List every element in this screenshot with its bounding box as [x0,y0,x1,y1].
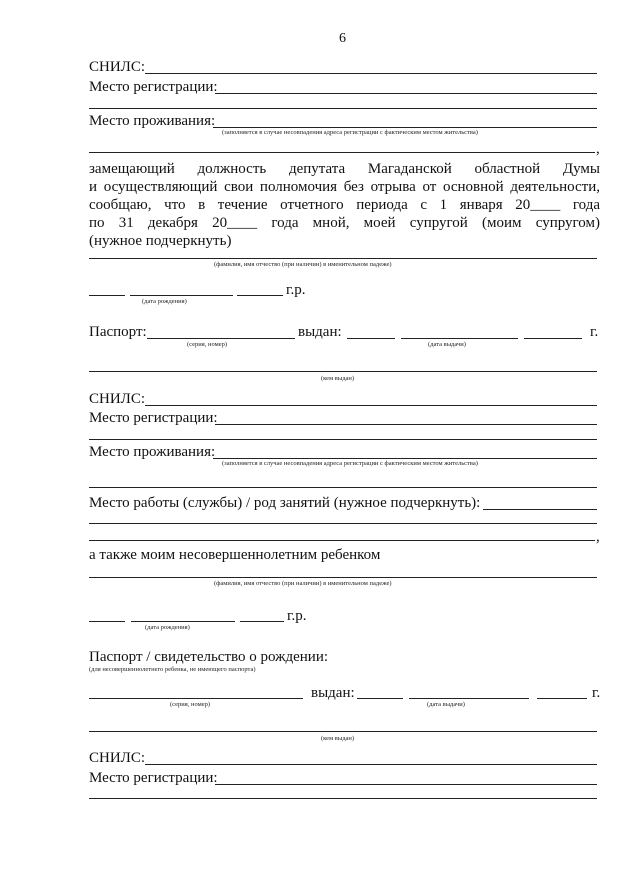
spouse-name-field[interactable] [89,258,597,259]
spouse-snils-label: СНИЛС: [89,391,146,407]
child-name-field[interactable] [89,577,597,578]
child-snils-field[interactable] [145,764,597,765]
spouse-issuer-hint: (кем выдан) [321,375,355,382]
page-number: 6 [339,31,346,46]
spouse-issue-day[interactable] [347,338,395,339]
child-registration-field-2[interactable] [89,798,597,799]
spouse-residence-field[interactable] [213,458,597,459]
work-field-3[interactable] [89,540,595,541]
spouse-passport-number[interactable] [147,338,295,339]
child-doc-number[interactable] [89,698,303,699]
child-issue-date-hint: (дата выдачи) [427,701,465,708]
spouse-year-suffix: г.р. [286,282,306,298]
residence-hint: (заполняется в случае несовпадения адреса регистрации с фактическим местом жительства) [222,129,478,136]
spouse-registration-field[interactable] [215,424,597,425]
residence-label: Место проживания: [89,113,216,129]
child-g-label: г. [592,685,601,701]
paragraph-line-2: и осуществляющий свои полномочия без отрыва от основной деятельности, [89,179,600,195]
child-issue-year[interactable] [537,698,587,699]
spouse-issuer-field[interactable] [89,371,597,372]
child-dob-hint: (дата рождения) [145,624,190,631]
paragraph-line-5: (нужное подчеркнуть) [89,233,232,249]
spouse-residence-label: Место проживания: [89,444,216,460]
spouse-issue-month[interactable] [401,338,518,339]
child-issuer-hint: (кем выдан) [321,735,355,742]
residence-field-2[interactable] [89,152,595,153]
residence-field[interactable] [213,127,597,128]
snils-field[interactable] [145,73,597,74]
child-doc-label: Паспорт / свидетельство о рождении: [89,649,329,665]
child-dob-day[interactable] [89,621,125,622]
spouse-residence-hint: (заполняется в случае несовпадения адреса регистрации с фактическим местом жительства) [222,460,478,467]
snils-label: СНИЛС: [89,59,146,75]
registration-label: Место регистрации: [89,79,218,95]
paragraph-line-4: по 31 декабря 20____ года мной, моей супругой (моим супругом) [89,215,600,231]
spouse-passport-label: Паспорт: [89,324,147,340]
child-registration-label: Место регистрации: [89,770,218,786]
registration-field-2[interactable] [89,108,597,109]
comma-mark: , [596,141,600,157]
spouse-dob-month[interactable] [130,295,233,296]
spouse-dob-year[interactable] [237,295,283,296]
child-year-suffix: г.р. [287,608,307,624]
spouse-dob-day[interactable] [89,295,125,296]
child-issue-day[interactable] [357,698,403,699]
comma-mark-2: , [596,529,600,545]
spouse-residence-field-2[interactable] [89,487,597,488]
spouse-dob-hint: (дата рождения) [142,298,187,305]
work-field[interactable] [483,509,597,510]
paragraph-line-1: замещающий должность депутата Магаданской областной Думы [89,161,600,177]
spouse-g-label: г. [590,324,599,340]
paragraph-line-3: сообщаю, что в течение отчетного периода с 1 января 20____ года [89,197,600,213]
registration-field[interactable] [215,93,597,94]
spouse-issued-label: выдан: [298,324,342,340]
child-issue-month[interactable] [409,698,529,699]
work-field-2[interactable] [89,523,597,524]
spouse-snils-field[interactable] [145,405,597,406]
work-label: Место работы (службы) / род занятий (нужное подчеркнуть): [89,495,481,511]
spouse-registration-field-2[interactable] [89,439,597,440]
child-issuer-field[interactable] [89,731,597,732]
child-dob-month[interactable] [131,621,235,622]
child-snils-label: СНИЛС: [89,750,146,766]
spouse-series-hint: (серия, номер) [187,341,227,348]
child-series-hint: (серия, номер) [170,701,210,708]
child-issued-label: выдан: [311,685,355,701]
child-registration-field[interactable] [215,784,597,785]
spouse-issue-date-hint: (дата выдачи) [428,341,466,348]
spouse-name-hint: (фамилия, имя отчество (при наличии) в именительном падеже) [214,261,392,268]
spouse-registration-label: Место регистрации: [89,410,218,426]
child-doc-hint: (для несовершеннолетнего ребенка, не имеющего паспорта) [89,666,256,673]
child-name-hint: (фамилия, имя отчество (при наличии) в именительном падеже) [214,580,392,587]
spouse-issue-year[interactable] [524,338,582,339]
child-dob-year[interactable] [240,621,284,622]
child-label: а также моим несовершеннолетним ребенком [89,547,381,563]
